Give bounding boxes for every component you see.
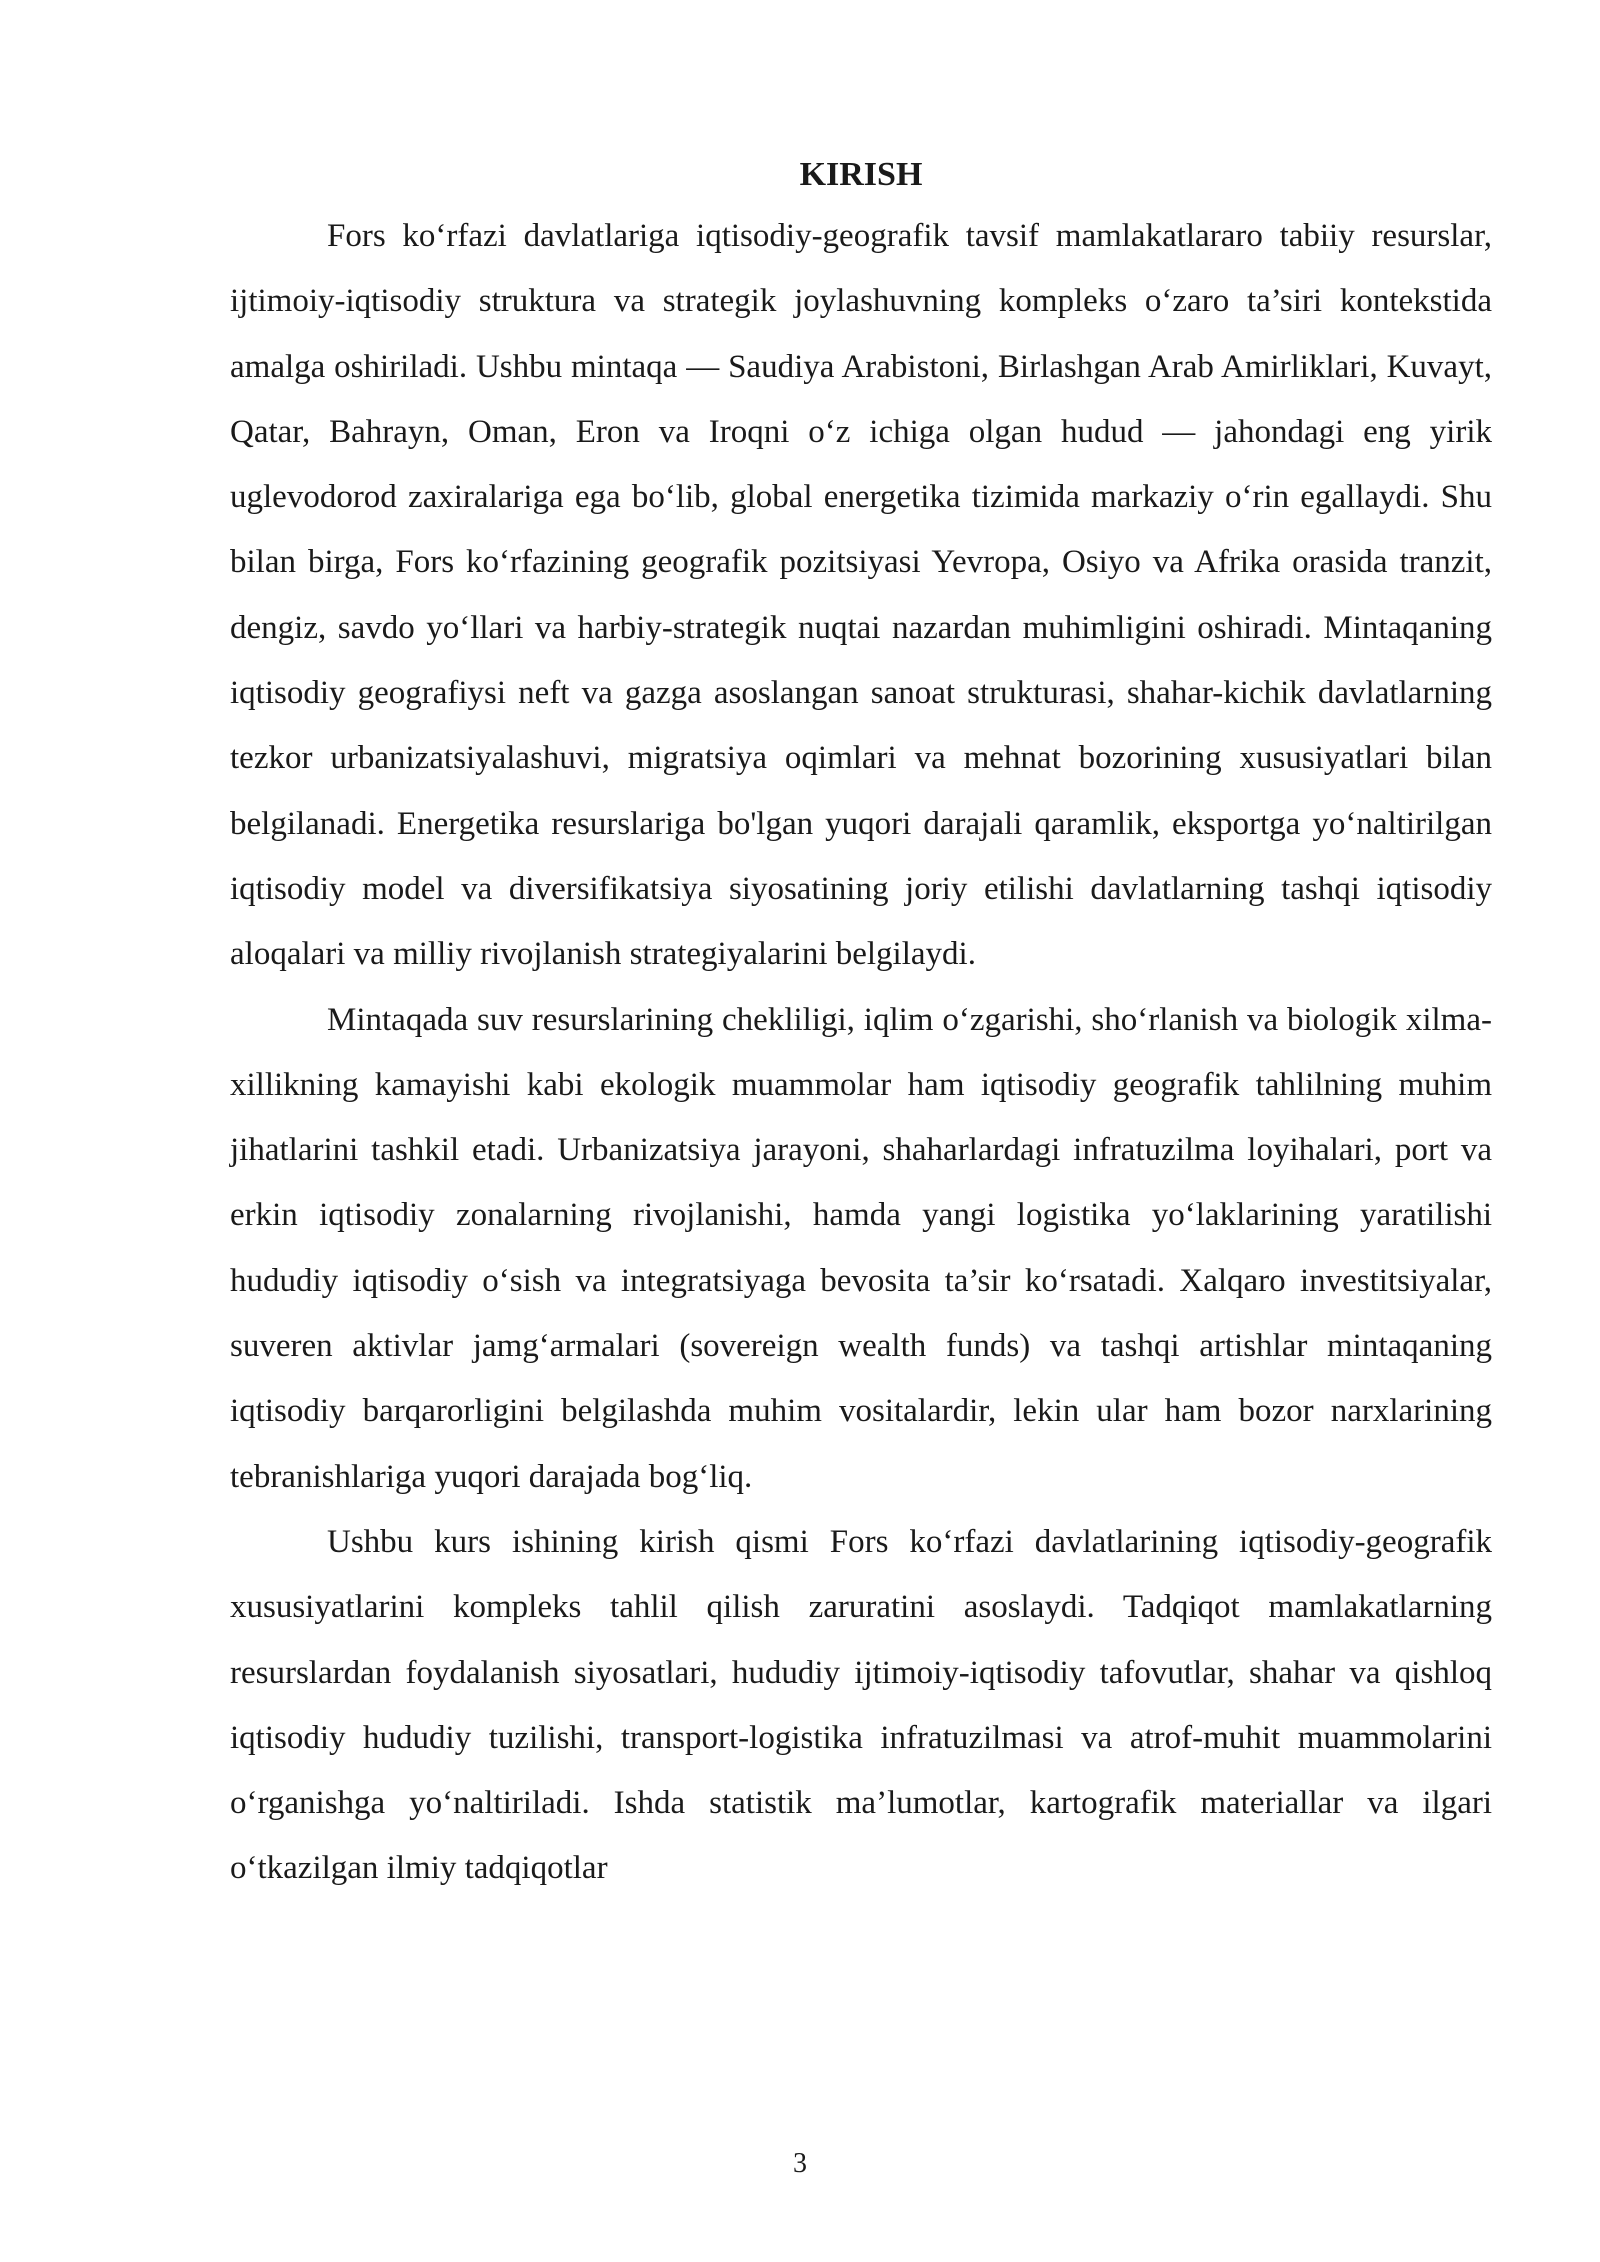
section-title: KIRISH xyxy=(799,156,923,193)
page-number: 3 xyxy=(793,2148,807,2179)
page-content xyxy=(230,150,1492,1902)
paragraph-2: Mintaqada suv resurslarining chekliligi, iqlim o‘zgarishi, sho‘rlanish va biologik xilma-xillikning kamayishi kabi ekologik muammolar ham iqtisodiy geografik tahlilning muhim jihatlarini tashkil etadi. Urbanizatsiya jarayoni, shaharlardagi infratuzilma loyihalari, port va erkin iqtisodiy zonalarning rivojlanishi, hamda yangi logistika yo‘laklarining yaratilishi hududiy iqtisodiy o‘sish va integratsiyaga bevosita ta’sir ko‘rsatadi. Xalqaro investitsiyalar, suveren aktivlar jamg‘armalari (sovereign wealth funds) va tashqi artishlar mintaqaning iqtisodiy barqarorligini belgilashda muhim vositalardir, lekin ular ham bozor narxlarining tebranishlariga yuqori darajada bog‘liq. xyxy=(230,1001,1492,1495)
paragraph-1: Fors ko‘rfazi davlatlariga iqtisodiy-geografik tavsif mamlakatlararo tabiiy resurslar, ijtimoiy-iqtisodiy struktura va strategik joylashuvning kompleks o‘zaro ta’siri kontekstida amalga oshiriladi. Ushbu mintaqa — Saudiya Arabistoni, Birlashgan Arab Amirliklari, Kuvayt, Qatar, Bahrayn, Oman, Eron va Iroqni o‘z ichiga olgan hudud — jahondagi eng yirik uglevodorod zaxiralariga ega bo‘lib, global energetika tizimida markaziy o‘rin egallaydi. Shu bilan birga, Fors ko‘rfazining geografik pozitsiyasi Yevropa, Osiyo va Afrika orasida tranzit, dengiz, savdo yo‘llari va harbiy-strategik nuqtai nazardan muhimligini oshiradi. Mintaqaning iqtisodiy geografiysi neft va gazga asoslangan sanoat strukturasi, shahar-kichik davlatlarning tezkor urbanizatsiyalashuvi, migratsiya oqimlari va mehnat bozorining xususiyatlari bilan belgilanadi. Energetika resurslariga bo'lgan yuqori darajali qaramlik, eksportga yo‘naltirilgan iqtisodiy model va diversifikatsiya siyosatining joriy etilishi davlatlarning tashqi iqtisodiy aloqalari va milliy rivojlanish strategiyalarini belgilaydi. xyxy=(230,218,1492,973)
paragraph-3: Ushbu kurs ishining kirish qismi Fors ko‘rfazi davlatlarining iqtisodiy-geografik xususiyatlarini kompleks tahlil qilish zaruratini asoslaydi. Tadqiqot mamlakatlarning resurslardan foydalanish siyosatlari, hududiy ijtimoiy-iqtisodiy tafovutlar, shahar va qishloq iqtisodiy hududiy tuzilishi, transport-logistika infratuzilmasi va atrof-muhit muammolarini o‘rganishga yo‘naltiriladi. Ishda statistik ma’lumotlar, kartografik materiallar va ilgari o‘tkazilgan ilmiy tadqiqotlar xyxy=(230,1523,1492,1887)
